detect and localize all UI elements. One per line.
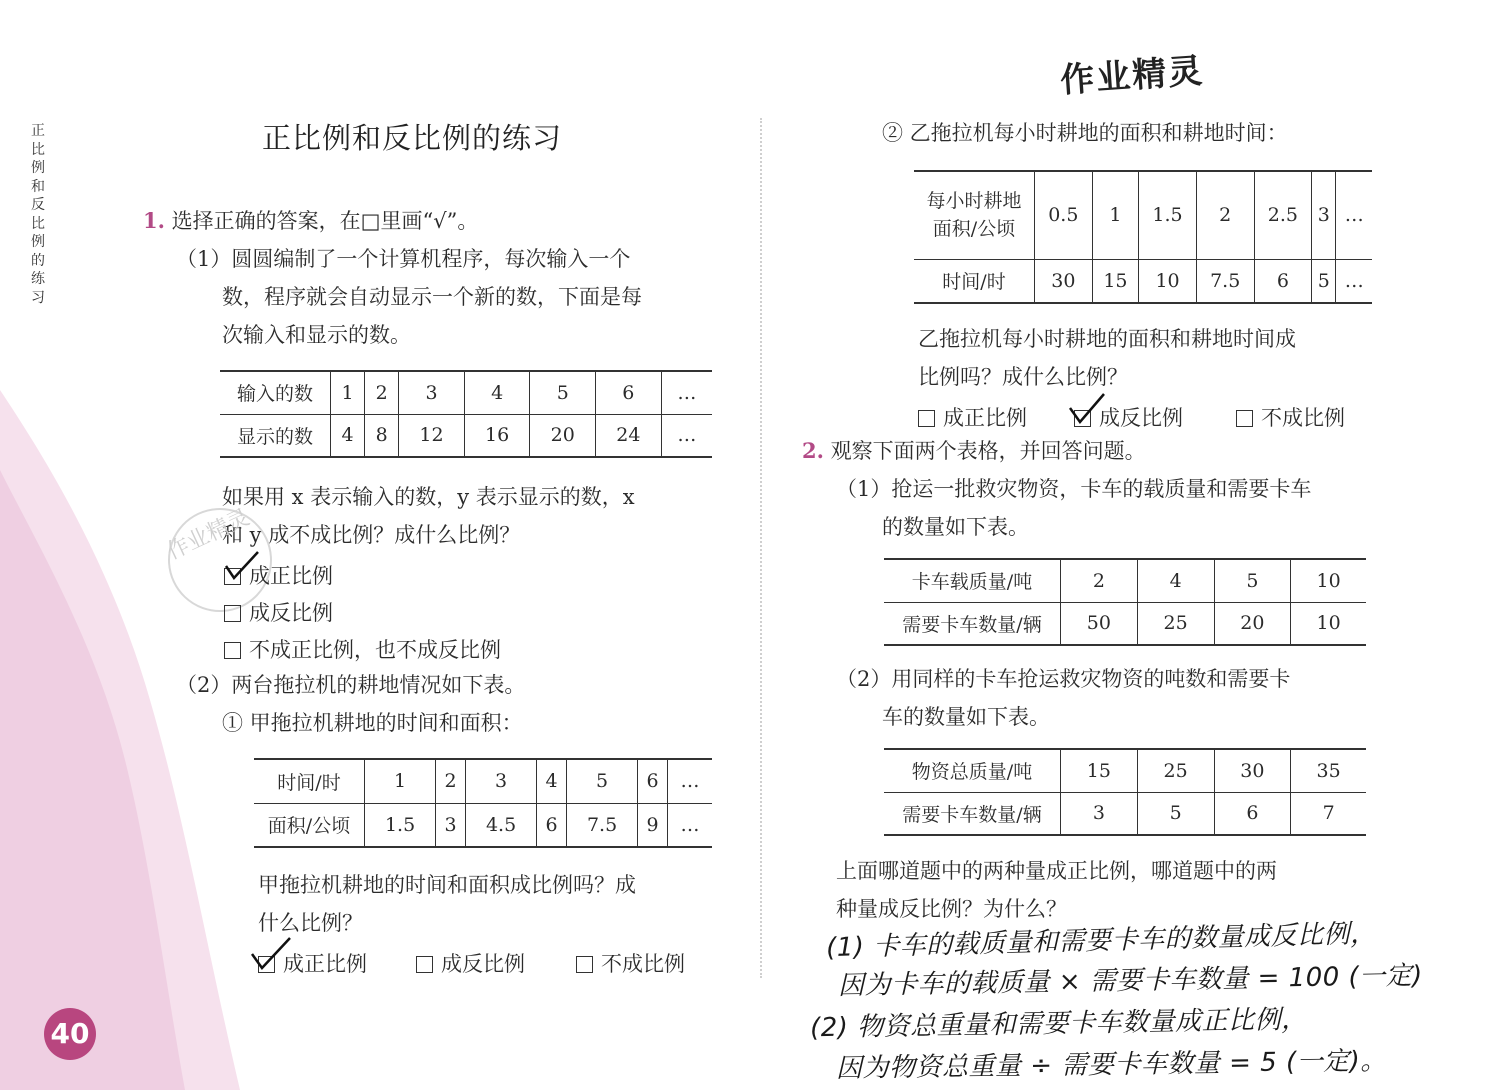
table-cell: 5: [530, 371, 596, 414]
table-cell: 0.5: [1035, 171, 1093, 259]
q1-instruction-line: [143, 202, 478, 240]
table-row-label: 每小时耕地 面积/公顷: [914, 171, 1035, 259]
q1-p2-sub2-option-1[interactable]: 成正比例: [918, 402, 1027, 432]
side-chapter-label: 正比例和反比例的练习: [31, 123, 45, 306]
table-cell: 4: [537, 759, 567, 803]
q2-p2-line1: （2）用同样的卡车抢运救灾物资的吨数和需要卡: [836, 667, 1291, 691]
check-mark-icon: [1068, 392, 1108, 426]
q2-question-line2: 种量成反比例？为什么？: [836, 897, 1067, 921]
table-cell: 15: [1092, 259, 1139, 303]
q1-p2-line: （2）两台拖拉机的耕地情况如下表。: [176, 673, 526, 697]
table-cell: 需要卡车数量/辆: [884, 792, 1061, 835]
table-cell: 5: [567, 759, 638, 803]
table-cell: 50: [1061, 602, 1138, 645]
q2-instruction: 观察下面两个表格，并回答问题。: [830, 439, 1146, 463]
handwritten-answer-line3: (2) 物资总重量和需要卡车数量成正比例，: [809, 1004, 1308, 1044]
table-cell: 1: [365, 759, 436, 803]
table-cell: 4: [464, 371, 530, 414]
table-cell: 1: [1092, 171, 1139, 259]
table-cell: 5: [1312, 259, 1336, 303]
q1-p2-sub1-question-line1: 甲拖拉机耕地的时间和面积成比例吗？成: [258, 873, 636, 897]
table-cell: 24: [596, 414, 662, 457]
q1-p2-sub2-question-line2: 比例吗？成什么比例？: [918, 365, 1128, 389]
q1-p1-question-line2: 和 y 成不成比例？成什么比例？: [222, 523, 521, 547]
table-cell: …: [1336, 171, 1372, 259]
table-cell: 卡车载质量/吨: [884, 559, 1061, 602]
table-cell: 4: [331, 414, 365, 457]
table-cell: 7: [1291, 792, 1366, 835]
table-cell: 2: [1061, 559, 1138, 602]
q1-p2-sub1-question-line2: 什么比例？: [258, 911, 363, 935]
table-cell: 2: [1196, 171, 1254, 259]
q2-question-line1: 上面哪道题中的两种量成正比例，哪道题中的两: [836, 859, 1277, 883]
table-cell: 1.5: [1139, 171, 1197, 259]
table-cell: 25: [1137, 749, 1214, 792]
handwritten-answer-line2: 因为卡车的载质量 × 需要卡车数量 = 100 (一定): [837, 960, 1424, 1002]
table-cell: 1: [331, 371, 365, 414]
checkbox[interactable]: [224, 642, 241, 659]
table-cell: 7.5: [1196, 259, 1254, 303]
table-cell: 30: [1214, 749, 1291, 792]
q1-p2-sub1-option-1[interactable]: 成正比例: [258, 948, 367, 978]
table-cell: 2: [365, 371, 399, 414]
table-cell: 3: [436, 803, 466, 847]
table-cell: 7.5: [567, 803, 638, 847]
table-cell: …: [661, 414, 712, 457]
q1-p2-sub2-question-line1: 乙拖拉机每小时耕地的面积和耕地时间成: [918, 327, 1296, 351]
check-mark-icon: [222, 550, 262, 582]
q1-p1-line1: （1）圆圆编制了一个计算机程序，每次输入一个: [176, 247, 631, 271]
table-cell: 30: [1035, 259, 1093, 303]
watermark-stamp: 作业精灵: [151, 491, 289, 629]
q1-p1-line2: 数，程序就会自动显示一个新的数，下面是每: [222, 285, 642, 309]
table-cell: 3: [399, 371, 465, 414]
table-cell: 10: [1139, 259, 1197, 303]
table-cell: 12: [399, 414, 465, 457]
table-cell: 输入的数: [220, 371, 331, 414]
page-fold-divider: [760, 118, 762, 978]
q1-p2-sub2-table: [914, 170, 1372, 304]
table-cell: 2.5: [1254, 171, 1312, 259]
table-cell: 5: [1137, 792, 1214, 835]
table-cell: 10: [1291, 602, 1366, 645]
q1-instruction: 选择正确的答案，在□里画“√”。: [171, 209, 479, 233]
table-cell: 4.5: [466, 803, 537, 847]
q2-p2-table: [884, 748, 1366, 836]
q1-p2-sub2-heading: ② 乙拖拉机每小时耕地的面积和耕地时间：: [882, 121, 1288, 145]
q1-p2-sub1-option-3[interactable]: 不成比例: [576, 948, 685, 978]
q2-instruction-line: [802, 432, 1146, 470]
handwritten-brand: 作业精灵: [1059, 51, 1206, 101]
table-cell: 3: [1061, 792, 1138, 835]
table-cell: 9: [638, 803, 668, 847]
table-cell: …: [668, 803, 713, 847]
table-cell: 1.5: [365, 803, 436, 847]
q1-p1-line3: 次输入和显示的数。: [222, 323, 411, 347]
q1-p1-option-3[interactable]: 不成正比例，也不成反比例: [224, 634, 501, 664]
checkbox[interactable]: [224, 605, 241, 622]
table-cell: 16: [464, 414, 530, 457]
checkbox[interactable]: [416, 956, 433, 973]
table-cell: 时间/时: [254, 759, 365, 803]
q1-number: 1.: [143, 208, 165, 233]
table-cell: 需要卡车数量/辆: [884, 602, 1061, 645]
table-cell: 6: [596, 371, 662, 414]
checkbox[interactable]: [576, 956, 593, 973]
table-cell: …: [668, 759, 713, 803]
q2-p2-line2: 车的数量如下表。: [882, 705, 1050, 729]
table-cell: 20: [1214, 602, 1291, 645]
table-cell: 物资总质量/吨: [884, 749, 1061, 792]
table-cell: 6: [638, 759, 668, 803]
q1-p2-sub1-heading: ① 甲拖拉机耕地的时间和面积：: [222, 711, 523, 735]
q2-p1-line2: 的数量如下表。: [882, 515, 1029, 539]
table-cell: 6: [1254, 259, 1312, 303]
q1-p1-option-1[interactable]: 成正比例: [224, 560, 333, 590]
table-cell: 4: [1137, 559, 1214, 602]
page-title: 正比例和反比例的练习: [262, 121, 563, 155]
table-cell: 时间/时: [914, 259, 1035, 303]
q2-p1-table: [884, 558, 1366, 646]
q1-p2-sub1-option-2[interactable]: 成反比例: [416, 948, 525, 978]
q2-number: 2.: [802, 438, 824, 463]
q2-p1-line1: （1）抢运一批救灾物资，卡车的载质量和需要卡车: [836, 477, 1312, 501]
table-cell: 8: [365, 414, 399, 457]
table-cell: 面积/公顷: [254, 803, 365, 847]
q1-p2-sub2-option-3[interactable]: 不成比例: [1236, 402, 1345, 432]
table-cell: 15: [1061, 749, 1138, 792]
page-number-badge: 40: [44, 1008, 96, 1060]
checkbox[interactable]: [918, 410, 935, 427]
q1-p1-question-line1: 如果用 x 表示输入的数，y 表示显示的数，x: [222, 485, 635, 509]
table-cell: 20: [530, 414, 596, 457]
table-cell: 35: [1291, 749, 1366, 792]
table-cell: 3: [466, 759, 537, 803]
table-cell: …: [1336, 259, 1372, 303]
check-mark-icon: [250, 936, 294, 972]
checkbox[interactable]: [1236, 410, 1253, 427]
table-cell: 3: [1312, 171, 1336, 259]
table-cell: …: [661, 371, 712, 414]
q1-p1-option-2[interactable]: 成反比例: [224, 597, 333, 627]
table-cell: 6: [537, 803, 567, 847]
handwritten-answer-line1: (1) 卡车的载质量和需要卡车的数量成反比例，: [825, 918, 1377, 964]
table-cell: 2: [436, 759, 466, 803]
table-cell: 6: [1214, 792, 1291, 835]
table-cell: 25: [1137, 602, 1214, 645]
table-cell: 10: [1291, 559, 1366, 602]
handwritten-answer-line4: 因为物资总重量 ÷ 需要卡车数量 = 5 (一定)。: [835, 1046, 1387, 1084]
table-cell: 5: [1214, 559, 1291, 602]
q1-p2-sub1-table: [254, 758, 712, 848]
q1-p1-table: [220, 370, 712, 458]
table-cell: 显示的数: [220, 414, 331, 457]
q1-p2-sub2-option-2[interactable]: 成反比例: [1074, 402, 1183, 432]
